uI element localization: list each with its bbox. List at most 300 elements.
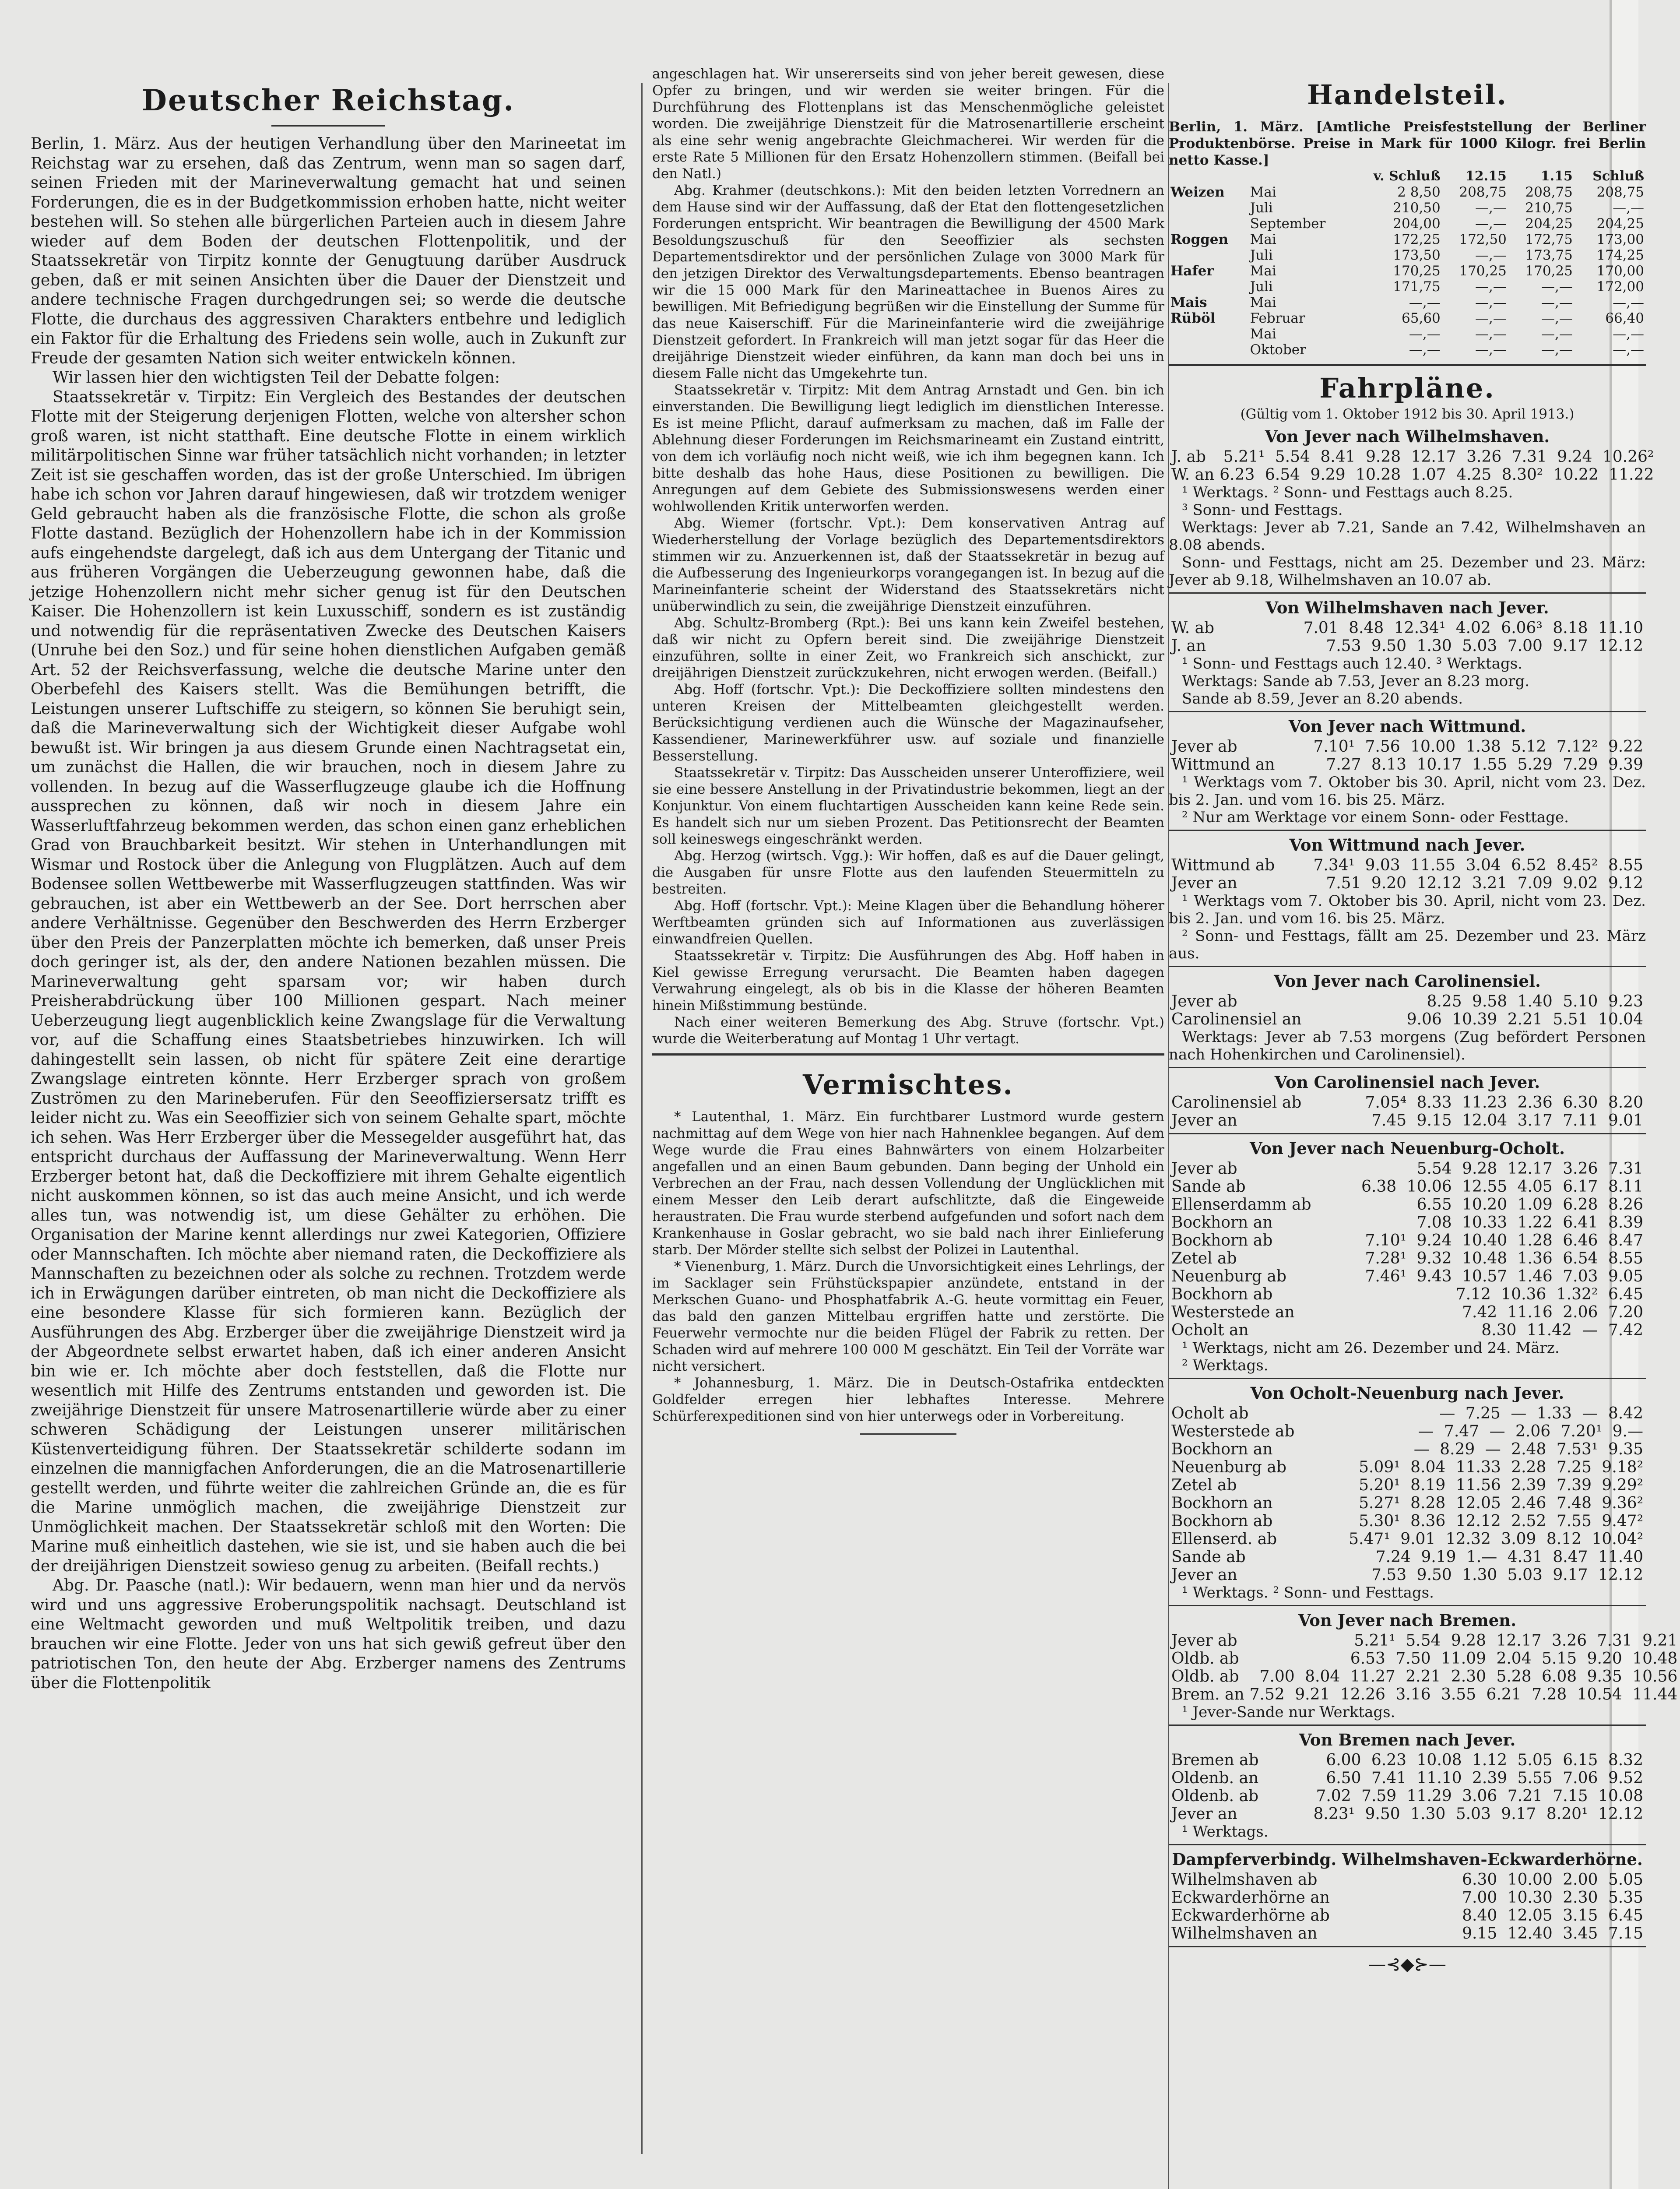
timetable-row — [1169, 1686, 1680, 1703]
station-cell: Jever an — [1171, 1112, 1237, 1130]
timetable-row — [1169, 1871, 1646, 1889]
times-cell: 7.00 8.04 11.27 2.21 2.30 5.28 6.08 9.35 10.56 — [1259, 1668, 1678, 1686]
price-cell: —,— — [1475, 247, 1507, 263]
price-cell — [1169, 342, 1248, 358]
timetable-title: Von Ocholt-Neuenburg nach Jever. — [1250, 1383, 1564, 1403]
article-paragraph: Abg. Herzog (wirtsch. Vgg.): Wir hoffen, daß es auf die Dauer gelingt, die Ausgaben für unsre Flotte aus den laufenden Steuermitteln zu bestreiten. — [652, 848, 1164, 897]
timetable-note: ¹ Werktags. ² Sonn- und Festtags. — [1182, 1584, 1434, 1601]
price-cell: 173,75 — [1525, 247, 1573, 263]
price-cell: Juli — [1250, 247, 1273, 263]
price-cell: —,— — [1613, 342, 1644, 358]
station-cell: Bockhorn ab — [1171, 1512, 1273, 1530]
price-cell: Juli — [1250, 200, 1273, 216]
timetable-rule — [1169, 966, 1646, 967]
timetable-row — [1169, 738, 1646, 756]
station-cell: Zetel ab — [1171, 1249, 1237, 1267]
station-cell: Sande ab — [1171, 1178, 1246, 1196]
timetable — [1169, 856, 1646, 892]
price-cell: 208,75 — [1596, 184, 1644, 200]
price-header-cell: 12.15 — [1465, 169, 1507, 184]
price-row — [1169, 310, 1646, 326]
timetable-row — [1169, 1512, 1646, 1530]
timetable-row — [1169, 1321, 1646, 1339]
station-cell: Oldenb. an — [1171, 1769, 1259, 1787]
station-cell: Sande ab — [1171, 1548, 1246, 1566]
station-cell: Carolinensiel an — [1171, 1010, 1302, 1028]
price-cell: 170,25 — [1525, 263, 1573, 279]
timetable-title: Von Jever nach Carolinensiel. — [1274, 971, 1541, 991]
timetable-rule — [1169, 1605, 1646, 1606]
price-cell — [1169, 247, 1248, 263]
price-row — [1169, 232, 1646, 247]
station-cell: Oldenb. ab — [1171, 1787, 1259, 1805]
timetable-note: ¹ Werktags, nicht am 26. Dezember und 24. März. — [1182, 1339, 1560, 1357]
title-rule — [271, 125, 385, 127]
timetable-row — [1169, 756, 1646, 774]
times-cell: 7.02 7.59 11.29 3.06 7.21 7.15 10.08 — [1316, 1787, 1643, 1805]
price-cell: —,— — [1475, 216, 1507, 232]
timetable — [1169, 619, 1646, 655]
article-paragraph: angeschlagen hat. Wir unsererseits sind von jeher bereit gewesen, diese Opfer zu bringen, und wir werden sie weiter bringen. Für die Durchführung des Flottenplans ist das Menschenmögliche geleistet worden. Die zweijährige Dienstzeit für die Matrosenartillerie erscheint als eine sehr wenig angebrachte Gleichmacherei. Wir werden für die erste Rate 5 Millionen für den Ersatz Hohenzollern stimmen. (Beifall bei den Natl.) — [652, 66, 1164, 182]
timetable-note: ¹ Werktags vom 7. Oktober bis 30. April, nicht vom 23. Dez. bis 2. Jan. und vom 16. bis 25. März. — [1169, 892, 1646, 927]
timetable — [1169, 1094, 1646, 1130]
price-cell: 65,60 — [1402, 310, 1441, 326]
station-cell: Westerstede an — [1171, 1303, 1295, 1321]
section-title-reichstag: Deutscher Reichstag. — [141, 83, 515, 117]
station-cell: Ellenserd. ab — [1171, 1530, 1277, 1548]
timetable-row — [1169, 1094, 1646, 1112]
price-cell: Mai — [1250, 326, 1276, 342]
times-cell: — 8.29 — 2.48 7.53¹ 9.35 — [1413, 1440, 1643, 1458]
times-cell: 5.21¹ 5.54 9.28 12.17 3.26 7.31 9.21 — [1354, 1632, 1678, 1650]
station-cell: Bockhorn an — [1171, 1440, 1273, 1458]
times-cell: 6.23 6.54 9.29 10.28 1.07 4.25 8.30² 10.22 11.22 — [1220, 466, 1654, 484]
timetable-row — [1169, 448, 1656, 466]
timetable-row — [1169, 1196, 1646, 1214]
station-cell: Oldb. ab — [1171, 1668, 1239, 1686]
station-cell: Jever ab — [1171, 992, 1237, 1010]
timetable-note: Werktags: Jever ab 7.53 morgens (Zug befördert Personen nach Hohenkirchen und Carolinensiel). — [1169, 1028, 1646, 1063]
station-cell: Ellenserdamm ab — [1171, 1196, 1311, 1214]
station-cell: Oldb. ab — [1171, 1650, 1239, 1668]
timetable-rule — [1169, 1133, 1646, 1134]
timetable-note: Werktags: Jever ab 7.21, Sande an 7.42, Wilhelmshaven an 8.08 abends. — [1169, 519, 1646, 554]
column-middle — [652, 66, 1164, 1443]
timetable-title: Von Jever nach Wittmund. — [1288, 717, 1526, 736]
timetable-note: Sande ab 8.59, Jever an 8.20 abends. — [1182, 690, 1463, 707]
station-cell: Jever ab — [1171, 1160, 1237, 1178]
price-row — [1169, 247, 1646, 263]
price-cell: 170,00 — [1596, 263, 1644, 279]
times-cell: 6.30 10.00 2.00 5.05 — [1462, 1871, 1643, 1889]
times-cell: 7.52 9.21 12.26 3.16 3.55 6.21 7.28 10.54 11.44 — [1249, 1686, 1678, 1703]
timetable-rule — [1169, 592, 1646, 594]
section-title-fahrplaene: Fahrpläne. — [1319, 372, 1495, 404]
price-cell: Mai — [1250, 263, 1276, 279]
section-rule — [1169, 364, 1646, 366]
price-cell: 172,00 — [1596, 279, 1644, 295]
timetable-row — [1169, 1769, 1646, 1787]
timetable-title: Von Carolinensiel nach Jever. — [1274, 1073, 1540, 1092]
timetable-row — [1169, 1566, 1646, 1584]
timetable-row — [1169, 1458, 1646, 1476]
price-cell: —,— — [1409, 326, 1441, 342]
price-row — [1169, 279, 1646, 295]
price-cell: 210,75 — [1525, 200, 1573, 216]
article-paragraph: Staatssekretär v. Tirpitz: Die Ausführungen des Abg. Hoff haben in Kiel gewisse Erregung verursacht. Die Beamten haben dagegen Verwahrung eingelegt, als ob bis in die Klasse der höheren Beamten hinein Mißstimmung bestünde. — [652, 948, 1164, 1014]
times-cell: 5.47¹ 9.01 12.32 3.09 8.12 10.04² — [1349, 1530, 1643, 1548]
price-cell: Hafer — [1170, 263, 1214, 279]
timetable-row — [1169, 1805, 1646, 1823]
article-paragraph: Abg. Dr. Paasche (natl.): Wir bedauern, wenn man hier und da nervös wird und uns aggressive Eroberungspolitik nachsagt. Deutschland ist eine Weltmacht geworden und muß Weltpolitik treiben, und dazu brauchen wir eine Flotte. Jeder von uns hat sich gewiß gefreut über den patriotischen Ton, den heute der Abg. Erzberger namens des Zentrums über die Flottenpolitik — [31, 1577, 626, 1692]
times-cell: 7.27 8.13 10.17 1.55 5.29 7.29 9.39 — [1326, 756, 1643, 774]
article-paragraph: Nach einer weiteren Bemerkung des Abg. Struve (fortschr. Vpt.) wurde die Weiterberatung auf Montag 1 Uhr vertagt. — [652, 1014, 1164, 1047]
station-cell: Bockhorn ab — [1171, 1285, 1273, 1303]
timetable — [1169, 1160, 1646, 1339]
price-cell: Mai — [1250, 232, 1276, 247]
timetable-row — [1169, 1422, 1646, 1440]
timetable-row — [1169, 874, 1646, 892]
price-cell: Roggen — [1170, 232, 1229, 247]
timetable-row — [1169, 1925, 1646, 1943]
timetable-rule — [1169, 1067, 1646, 1068]
price-header-row — [1169, 169, 1646, 184]
times-cell: 6.50 7.41 11.10 2.39 5.55 7.06 9.52 — [1326, 1769, 1643, 1787]
news-item: * Lautenthal, 1. März. Ein furchtbarer Lustmord wurde gestern nachmittag auf dem Wege von hier nach Hahnenklee begangen. Auf dem Wege wurde die Frau eines Bahnwärters von einem Holzarbeiter angefallen und an einen Baum gebunden. Dann beging der Unhold ein Verbrechen an der Frau, nach dessen Vollendung der Unglücklichen mit einem Messer den Leib derart aufschlitzte, daß die Eingeweide heraustraten. Die Frau wurde sterbend aufgefunden und sofort nach dem Krankenhause in Goslar gebracht, wo sie bald nach ihrer Einlieferung starb. Der Mörder stellte sich selbst der Polizei in Lautenthal. — [652, 1109, 1164, 1258]
times-cell: 7.28¹ 9.32 10.48 1.36 6.54 8.55 — [1365, 1249, 1643, 1267]
times-cell: 8.23¹ 9.50 1.30 5.03 9.17 8.20¹ 12.12 — [1313, 1805, 1643, 1823]
timetable-row — [1169, 1650, 1680, 1668]
price-cell: 173,50 — [1393, 247, 1441, 263]
station-cell: Bockhorn an — [1171, 1494, 1273, 1512]
times-cell: 5.20¹ 8.19 11.56 2.39 7.39 9.29² — [1359, 1476, 1643, 1494]
price-row — [1169, 342, 1646, 358]
timetable-rule — [1169, 830, 1646, 831]
price-cell: 66,40 — [1605, 310, 1644, 326]
news-item: * Johannesburg, 1. März. Die in Deutsch-Ostafrika entdeckten Goldfelder erregen hier lebhaftes Interesse. Mehrere Schürferexpeditionen sind von hier unterwegs oder in Vorbereitung. — [652, 1375, 1164, 1424]
timetable — [1169, 1404, 1646, 1584]
times-cell: 8.40 12.05 3.15 6.45 — [1462, 1907, 1643, 1925]
price-row — [1169, 295, 1646, 310]
price-cell: —,— — [1475, 342, 1507, 358]
station-cell: Wilhelmshaven an — [1171, 1925, 1318, 1943]
times-cell: 7.00 10.30 2.30 5.35 — [1462, 1889, 1643, 1907]
price-cell — [1169, 326, 1248, 342]
times-cell: 7.12 10.36 1.32² 6.45 — [1455, 1285, 1643, 1303]
times-cell: 8.30 11.42 — 7.42 — [1481, 1321, 1643, 1339]
timetable — [1169, 1632, 1680, 1703]
price-header-cell: v. Schluß — [1373, 169, 1441, 184]
times-cell: 5.21¹ 5.54 8.41 9.28 12.17 3.26 7.31 9.24 10.26² — [1223, 448, 1654, 466]
price-header-cell: Schluß — [1592, 169, 1644, 184]
station-cell: Jever an — [1171, 874, 1237, 892]
price-cell — [1169, 200, 1248, 216]
times-cell: 5.54 9.28 12.17 3.26 7.31 — [1416, 1160, 1643, 1178]
price-table — [1169, 169, 1646, 358]
price-cell: —,— — [1475, 279, 1507, 295]
timetable-note: ² Sonn- und Festtags, fällt am 25. Dezember und 23. März aus. — [1169, 927, 1646, 962]
price-cell: September — [1250, 216, 1326, 232]
timetable — [1169, 992, 1646, 1028]
station-cell: J. an — [1171, 637, 1206, 655]
times-cell: 7.53 9.50 1.30 5.03 7.00 9.17 12.12 — [1326, 637, 1643, 655]
price-cell: Rüböl — [1170, 310, 1216, 326]
price-cell: Weizen — [1170, 184, 1225, 200]
price-cell: 171,75 — [1393, 279, 1441, 295]
price-cell: 174,25 — [1596, 247, 1644, 263]
times-cell: 8.25 9.58 1.40 5.10 9.23 — [1427, 992, 1643, 1010]
article-paragraph: Abg. Wiemer (fortschr. Vpt.): Dem konservativen Antrag auf Wiederherstellung der Vorlage bezüglich des Departementsdirektors stimmen wir zu. Anzuerkennen ist, daß der Staatssekretär in bezug auf die Aufbesserung des Ingenieurkorps vorangegangen ist. In bezug auf die Marineinfanterie scheint der Widerstand des Staatssekretärs nicht unüberwindlich zu sein, die zweijährige Dienstzeit einzuführen. — [652, 515, 1164, 614]
price-cell: 210,50 — [1393, 200, 1441, 216]
price-cell: —,— — [1409, 342, 1441, 358]
column-handel-fahrplaene — [1169, 66, 1678, 1974]
times-cell: 7.10¹ 7.56 10.00 1.38 5.12 7.12² 9.22 — [1313, 738, 1643, 756]
news-item: * Vienenburg, 1. März. Durch die Unvorsichtigkeit eines Lehrlings, der im Sacklager sein Frühstückspapier anzündete, entstand in der Merkschen Guano- und Phosphatfabrik A.-G. heute vormittag ein Feuer, das bald den ganzen Mittelbau ergriffen hatte und zerstörte. Die Feuerwehr vermochte nur die beiden Flügel der Fabrik zu retten. Der Schaden wird auf mehrere 100 000 M geschätzt. Ein Teil der Vorräte war nicht versichert. — [652, 1259, 1164, 1374]
station-cell: Ocholt an — [1171, 1321, 1249, 1339]
column-reichstag — [31, 66, 626, 1693]
price-cell: —,— — [1613, 295, 1644, 310]
station-cell: Bockhorn an — [1171, 1214, 1273, 1232]
station-cell: Neuenburg ab — [1171, 1458, 1286, 1476]
price-cell: Juli — [1250, 279, 1273, 295]
timetable-note: ¹ Werktags. — [1182, 1823, 1269, 1841]
price-cell: —,— — [1541, 295, 1573, 310]
timetable-row — [1169, 1010, 1646, 1028]
times-cell: 6.00 6.23 10.08 1.12 5.05 6.15 8.32 — [1326, 1751, 1643, 1769]
station-cell: Neuenburg ab — [1171, 1267, 1286, 1285]
station-cell: Carolinensiel ab — [1171, 1094, 1302, 1112]
price-cell: Februar — [1250, 310, 1305, 326]
section-title-vermischtes: Vermischtes. — [803, 1069, 1014, 1101]
times-cell: 9.06 10.39 2.21 5.51 10.04 — [1406, 1010, 1643, 1028]
times-cell: 7.42 11.16 2.06 7.20 — [1462, 1303, 1643, 1321]
timetable-row — [1169, 1668, 1680, 1686]
station-cell: J. ab — [1171, 448, 1206, 466]
price-cell: 173,00 — [1596, 232, 1644, 247]
times-cell: 7.34¹ 9.03 11.55 3.04 6.52 8.45² 8.55 — [1313, 856, 1643, 874]
timetable-rule — [1169, 1844, 1646, 1845]
timetable-title: Von Bremen nach Jever. — [1299, 1730, 1516, 1749]
timetable-row — [1169, 1476, 1646, 1494]
price-row — [1169, 216, 1646, 232]
station-cell: Bremen ab — [1171, 1751, 1259, 1769]
times-cell: 7.51 9.20 12.12 3.21 7.09 9.02 9.12 — [1326, 874, 1643, 892]
price-cell: Mai — [1250, 295, 1276, 310]
station-cell: Bockhorn ab — [1171, 1232, 1273, 1249]
station-cell: W. an — [1171, 466, 1215, 484]
timetable — [1169, 448, 1656, 484]
article-paragraph: Staatssekretär v. Tirpitz: Das Ausscheiden unserer Unteroffiziere, weil sie eine bessere Anstellung in der Privatindustrie bekommen, liegt an der Konjunktur. Von einem fluchtartigen Ausscheiden kann keine Rede sein. Es handelt sich nur um sieben Prozent. Das Petitionsrecht der Beamten soll keineswegs eingeschränkt werden. — [652, 765, 1164, 847]
timetable-list — [1169, 427, 1678, 1947]
times-cell: 7.24 9.19 1.— 4.31 8.47 11.40 — [1375, 1548, 1643, 1566]
times-cell: 6.55 10.20 1.09 6.28 8.26 — [1416, 1196, 1643, 1214]
price-cell: Mai — [1250, 184, 1276, 200]
times-cell: — 7.25 — 1.33 — 8.42 — [1439, 1404, 1643, 1422]
times-cell: 5.30¹ 8.36 12.12 2.52 7.55 9.47² — [1359, 1512, 1643, 1530]
timetable-row — [1169, 1160, 1646, 1178]
section-title-handelsteil: Handelsteil. — [1307, 79, 1508, 111]
article-paragraph: Abg. Krahmer (deutschkons.): Mit den beiden letzten Vorrednern an dem Hause sind wir der Auffassung, daß der Etat den flottengesetzlichen Forderungen entspricht. Wir beantragen die Bewilligung der 4500 Mark Besoldungszuschuß für den Seeoffizier als sechsten Departementsdirektor und der persönlichen Zulage von 3000 Mark für den jetzigen Direktor des Verwaltungsdepartements. Ebenso beantragen wir die 15 000 Mark für den Marineattachee in Buenos Aires zu bewilligen. Mit Befriedigung begrüßen wir die Einstellung der Summe für das neue Kaiserschiff. Für die Marineinfanterie wird die zweijährige Dienstzeit gefordert. In Frankreich will man jetzt sogar für das Heer die dreijährige Dienstzeit wieder einführen, da kann man doch bei uns in diesem Falle nicht das Umgekehrte tun. — [652, 183, 1164, 381]
timetable-note: ² Nur am Werktage vor einem Sonn- oder Festtage. — [1182, 809, 1569, 826]
timetable-row — [1169, 1440, 1646, 1458]
price-cell: 172,25 — [1393, 232, 1441, 247]
timetable-rule — [1169, 1378, 1646, 1379]
timetable-rule — [1169, 1724, 1646, 1726]
end-rule — [860, 1433, 956, 1435]
market-intro: Berlin, 1. März. [Amtliche Preisfeststellung der Berliner Produktenbörse. Preise in Mark für 1000 Kilogr. frei Berlin netto Kasse.] — [1169, 119, 1646, 168]
article-paragraph: Abg. Schultz-Bromberg (Rpt.): Bei uns kann kein Zweifel bestehen, daß wir nicht zu Opfern bereit sind. Die zweijährige Dienstzeit einzuführen, sollte in einer Zeit, wo Frankreich sich anschickt, zur dreijährigen Dienstzeit zurückzukehren, nicht erwogen werden. (Beifall.) — [652, 615, 1164, 681]
price-cell: —,— — [1541, 342, 1573, 358]
timetable-row — [1169, 1530, 1646, 1548]
timetable-note: ¹ Jever-Sande nur Werktags. — [1182, 1703, 1395, 1721]
newspaper-page — [31, 66, 1678, 2189]
price-cell: —,— — [1475, 310, 1507, 326]
price-cell: 208,75 — [1459, 184, 1507, 200]
timetable-row — [1169, 1494, 1646, 1512]
article-paragraph: Abg. Hoff (fortschr. Vpt.): Die Deckoffiziere sollten mindestens den unteren Kreisen der Mittelbeamten gleichgestellt werden. Berücksichtigung verdienen auch die Wünsche der Magazinaufseher, Kassendiener, Marinewerkführer usw. auf soziale und finanzielle Besserstellung. — [652, 682, 1164, 764]
station-cell: Jever an — [1171, 1566, 1237, 1584]
article-paragraph: Staatssekretär v. Tirpitz: Ein Vergleich des Bestandes der deutschen Flotte mit der Steigerung derjenigen Flotten, welche von altersher schon groß waren, ist nicht statthaft. Eine deutsche Flotte in einem wirklich militärpolitischen Sinne war früher tatsächlich nicht vorhanden; in letzter Zeit ist sie geschaffen worden, das ist der große Unterschied. Im übrigen habe ich schon vor Jahren darauf hingewiesen, daß wir trotzdem weniger Geld gebraucht haben als die französische Flotte, die schon als große Flotte dastand. Bezüglich der Hohenzollern habe ich in der Kommission aufs eingehendste dargelegt, daß ich aus dem Untergang der Titanic und aus früheren Vorgängen die Ueberzeugung gewonnen habe, daß die jetzige Hohenzollern nicht mehr sicher genug ist für den Deutschen Kaiser. Die Hohenzollern ist kein Luxusschiff, sondern es ist zuständig und notwendig für die repräsentativen Zwecke des Deutschen Kaisers (Unruhe bei den Soz.) und für seine hohen dienstlichen Aufgaben gemäß Art. 52 der Reichsverfassung, welche die deutsche Marine unter den Oberbefehl des Kaisers stellt. Was die Bemühungen betrifft, die Leistungen unserer Luftschiffe zu steigern, so können Sie beruhigt sein, daß die Marineverwaltung sich der Wichtigkeit dieser Aufgabe wohl bewußt ist. Wir bringen ja aus diesem Grunde einen Nachtragsetat ein, um zunächst die Hallen, die wir brauchen, noch in diesem Jahre zu vollenden. In bezug auf die Wasserflugzeuge glaube ich die Hoffnung aussprechen zu können, daß wir noch in diesem Jahre ein Wasserluftfahrzeug bekommen werden, das schon einen ganz erheblichen Grad von Brauchbarkeit besitzt. Wir stehen in Unterhandlungen mit Wismar und Rostock über die Anlegung von Flugplätzen. Auch auf dem Bodensee sollen Wettbewerbe mit Wasserflugzeugen stattfinden. Was wir gebrauchen, ist aber ein Wettbewerb an der See. Dort herrschen aber andere Verhältnisse. Gegenüber den Beschwerden des Herrn Erzberger über den Preis der Panzerplatten möchte ich bemerken, daß unser Preis doch geringer ist, als der, den andere Nationen bezahlen müssen. Die Marineverwaltung geht sparsam vor; wir haben durch Preisherabdrückung über 100 Millionen gespart. Nach meiner Ueberzeugung liegt augenblicklich keine Zwangslage für die Verwaltung vor, auf die Schaffung eines Staatsbetriebes hinzuwirken. Ich will dahingestellt sein lassen, ob nicht für spätere Zeit eine derartige Zwangslage eintreten könnte. Herr Erzberger sprach von großem Zuströmen zu den Marineberufen. Für den Seeoffiziersersatz trifft es leider nicht zu. Was ein Seeoffizier sich von seinem Gehalte spart, möchte ich sehen. Was Herr Erzberger über die Messegelder ausgeführt hat, das entspricht durchaus der Auffassung der Marineverwaltung. Wenn Herr Erzberger betont hat, daß die Deckoffiziere mit ihrem Gehalte eigentlich nicht auskommen können, so ist das auch meine Ansicht, und ich werde alles tun, was notwendig ist, um diese Gehälter zu erhöhen. Die Organisation der Marine kennt allerdings nur zwei Kategorien, Offiziere oder Mannschaften. Ich möchte aber niemand raten, die Deckoffiziere als Mannschaften zu bezeichnen oder als solche zu rechnen. Trotzdem werde ich in Erwägungen darüber eintreten, ob man nicht die Deckoffiziere als eine besondere Klasse für sich formieren kann. Bezüglich der Ausführungen des Abg. Erzberger über die zweijährige Dienstzeit wird ja der Abgeordnete selbst erwartet haben, daß ich einer anderen Ansicht bin wie er. Ich möchte aber doch feststellen, daß die Flotte nur wesentlich mit Hilfe des Zentrums entstanden und geworden ist. Die zweijährige Dienstzeit für unsere Matrosenartillerie würde aber zu einer schweren Schädigung der Leistungen unserer militärischen Küstenverteidigung führen. Der Staatssekretär schilderte sodann im einzelnen die mannigfachen Anforderungen, die an die Matrosenartillerie gestellt werden, und führte weiter die zahlreichen Gründe an, die es für die Marine unmöglich machen, die zweijährige Dienstzeit zur Unmöglichkeit machen. Der Staatssekretär schloß mit den Worten: Die Marine muß einheitlich dastehen, wie sie ist, und sie haben auch die bei der dreijährigen Dienstzeit sowieso genug zu arbeiten. (Beifall rechts.) — [31, 388, 626, 1575]
station-cell: Wittmund an — [1171, 756, 1275, 774]
timetable-row — [1169, 1285, 1646, 1303]
station-cell: Zetel ab — [1171, 1476, 1237, 1494]
times-cell: 5.09¹ 8.04 11.33 2.28 7.25 9.18² — [1359, 1458, 1643, 1476]
timetable-title: Dampferverbindg. Wilhelmshaven-Eckwarderhörne. — [1172, 1850, 1643, 1869]
price-cell — [1169, 279, 1248, 295]
station-cell: Wittmund ab — [1171, 856, 1275, 874]
station-cell: Jever ab — [1171, 738, 1237, 756]
price-cell: —,— — [1475, 326, 1507, 342]
validity-note: (Gültig vom 1. Oktober 1912 bis 30. April 1913.) — [1240, 406, 1575, 422]
timetable-row — [1169, 1267, 1646, 1285]
times-cell: 7.53 9.50 1.30 5.03 9.17 12.12 — [1371, 1566, 1643, 1584]
station-cell: Jever ab — [1171, 1632, 1237, 1650]
times-cell: 7.45 9.15 12.04 3.17 7.11 9.01 — [1371, 1112, 1643, 1130]
price-row — [1169, 200, 1646, 216]
times-cell: 7.01 8.48 12.34¹ 4.02 6.06³ 8.18 11.10 — [1303, 619, 1643, 637]
price-cell: 204,25 — [1596, 216, 1644, 232]
price-cell: 208,75 — [1525, 184, 1573, 200]
times-cell: 7.10¹ 9.24 10.40 1.28 6.46 8.47 — [1365, 1232, 1643, 1249]
station-cell: Eckwarderhörne ab — [1171, 1907, 1330, 1925]
timetable-note: ¹ Werktags vom 7. Oktober bis 30. April, nicht vom 23. Dez. bis 2. Jan. und vom 16. bis 25. März. — [1169, 774, 1646, 809]
timetable-title: Von Jever nach Neuenburg-Ocholt. — [1250, 1139, 1565, 1158]
timetable-row — [1169, 1548, 1646, 1566]
timetable — [1169, 1871, 1646, 1943]
price-cell: —,— — [1541, 326, 1573, 342]
price-header-cell: 1.15 — [1540, 169, 1573, 184]
column-rule — [641, 83, 643, 2154]
price-cell: —,— — [1541, 279, 1573, 295]
timetable-row — [1169, 1214, 1646, 1232]
timetable-note: Sonn- und Festtags, nicht am 25. Dezember und 23. März: Jever ab 9.18, Wilhelmshaven an 10.07 ab. — [1169, 554, 1646, 589]
station-cell: Eckwarderhörne an — [1171, 1889, 1330, 1907]
price-cell: Mais — [1170, 295, 1207, 310]
station-cell: Jever an — [1171, 1805, 1237, 1823]
timetable-row — [1169, 466, 1656, 484]
timetable-row — [1169, 619, 1646, 637]
timetable-note: ² Werktags. — [1182, 1357, 1269, 1374]
station-cell: Brem. an — [1171, 1686, 1244, 1703]
timetable-row — [1169, 1889, 1646, 1907]
timetable-title: Von Jever nach Bremen. — [1298, 1611, 1517, 1630]
price-row — [1169, 184, 1646, 200]
price-cell: —,— — [1541, 310, 1573, 326]
station-cell: Westerstede ab — [1171, 1422, 1295, 1440]
timetable-row — [1169, 1907, 1646, 1925]
timetable-row — [1169, 1249, 1646, 1267]
timetable-title: Von Wilhelmshaven nach Jever. — [1265, 598, 1549, 617]
article-paragraph: Wir lassen hier den wichtigsten Teil der Debatte folgen: — [53, 369, 500, 387]
timetable-row — [1169, 1751, 1646, 1769]
price-cell: 172,75 — [1525, 232, 1573, 247]
price-cell: Oktober — [1250, 342, 1306, 358]
times-cell: 6.38 10.06 12.55 4.05 6.17 8.11 — [1361, 1178, 1643, 1196]
price-cell: —,— — [1475, 295, 1507, 310]
timetable-row — [1169, 856, 1646, 874]
price-cell: —,— — [1409, 295, 1441, 310]
timetable-row — [1169, 1632, 1680, 1650]
article-paragraph: Berlin, 1. März. Aus der heutigen Verhandlung über den Marineetat im Reichstag war zu ersehen, daß das Zentrum, wenn man so sagen darf, seinen Frieden mit der Marineverwaltung gemacht hat und seinen Forderungen, die es in der Budgetkommission erhoben hatte, nicht weiter bestehen will. So stehen alle bürgerlichen Parteien auch in diesem Jahre wieder auf dem Boden der deutschen Flottenpolitik, und der Staatssekretär von Tirpitz konnte der Genugtuung darüber Ausdruck geben, daß er mit seinen Ansichten über die Dauer der Dienstzeit und andere technische Fragen durchgedrungen sei; so werde die deutsche Flotte, die durchaus des aggressiven Charakters entbehre und lediglich ein Faktor für die Erhaltung des Friedens sein wolle, auch in Zukunft zur Freude der gesamten Nation sich weiter entwickeln können. — [31, 135, 626, 367]
timetable-row — [1169, 1178, 1646, 1196]
timetable-row — [1169, 992, 1646, 1010]
timetable-rule — [1169, 711, 1646, 712]
times-cell: 7.46¹ 9.43 10.57 1.46 7.03 9.05 — [1365, 1267, 1643, 1285]
price-cell: —,— — [1613, 326, 1644, 342]
price-cell: 172,50 — [1459, 232, 1507, 247]
price-cell — [1169, 216, 1248, 232]
price-cell: —,— — [1475, 200, 1507, 216]
timetable-row — [1169, 1787, 1646, 1805]
timetable-note: ³ Sonn- und Festtags. — [1182, 501, 1343, 519]
price-header-cell — [1169, 169, 1248, 184]
timetable-title: Von Jever nach Wilhelmshaven. — [1265, 427, 1550, 446]
times-cell: 9.15 12.40 3.45 7.15 — [1462, 1925, 1643, 1943]
timetable-rule — [1169, 1946, 1646, 1947]
times-cell: 6.53 7.50 11.09 2.04 5.15 9.20 10.48 — [1350, 1650, 1678, 1668]
article-paragraph: Abg. Hoff (fortschr. Vpt.): Meine Klagen über die Behandlung höherer Werftbeamten gründen sich auf Informationen aus zuverlässigen einwandfreien Quellen. — [652, 898, 1164, 947]
times-cell: — 7.47 — 2.06 7.20¹ 9.— — [1418, 1422, 1643, 1440]
price-cell: 204,25 — [1525, 216, 1573, 232]
timetable — [1169, 1751, 1646, 1823]
timetable — [1169, 738, 1646, 774]
article-paragraph: Staatssekretär v. Tirpitz: Mit dem Antrag Arnstadt und Gen. bin ich einverstanden. Die Bewilligung liegt lediglich im dienstlichen Interesse. Es ist meine Pflicht, darauf aufmerksam zu machen, daß im Falle der Ablehnung dieser Forderungen im Reichsmarineamt ein Zustand eintritt, von dem ich vorläufig noch nicht weiß, wie ich ihm begegnen kann. Ich bitte deshalb das hohe Haus, diese Positionen zu bewilligen. Die Anregungen auf dem Gebiete des Submissionswesens werden einer wohlwollenden Kritik unterworfen werden. — [652, 382, 1164, 514]
station-cell: Ocholt ab — [1171, 1404, 1249, 1422]
timetable-note: ¹ Sonn- und Festtags auch 12.40. ³ Werktags. — [1182, 655, 1522, 672]
timetable-note: ¹ Werktags. ² Sonn- und Festtags auch 8.25. — [1182, 484, 1513, 501]
timetable-row — [1169, 1303, 1646, 1321]
price-row — [1169, 263, 1646, 279]
price-cell: 170,25 — [1459, 263, 1507, 279]
station-cell: W. ab — [1171, 619, 1215, 637]
section-rule — [652, 1053, 1164, 1056]
timetable-title: Von Wittmund nach Jever. — [1289, 835, 1525, 855]
price-header-cell — [1248, 169, 1351, 184]
price-row — [1169, 326, 1646, 342]
timetable-note: Werktags: Sande ab 7.53, Jever an 8.23 morg. — [1182, 672, 1530, 690]
station-cell: Wilhelmshaven ab — [1171, 1871, 1318, 1889]
timetable-row — [1169, 1232, 1646, 1249]
times-cell: 7.08 10.33 1.22 6.41 8.39 — [1416, 1214, 1643, 1232]
price-cell: 204,00 — [1393, 216, 1441, 232]
timetable-row — [1169, 1404, 1646, 1422]
timetable-row — [1169, 1112, 1646, 1130]
price-cell: 170,25 — [1393, 263, 1441, 279]
price-cell: —,— — [1613, 200, 1644, 216]
times-cell: 5.27¹ 8.28 12.05 2.46 7.48 9.36² — [1359, 1494, 1643, 1512]
price-cell: 2 8,50 — [1397, 184, 1441, 200]
timetable-row — [1169, 637, 1646, 655]
